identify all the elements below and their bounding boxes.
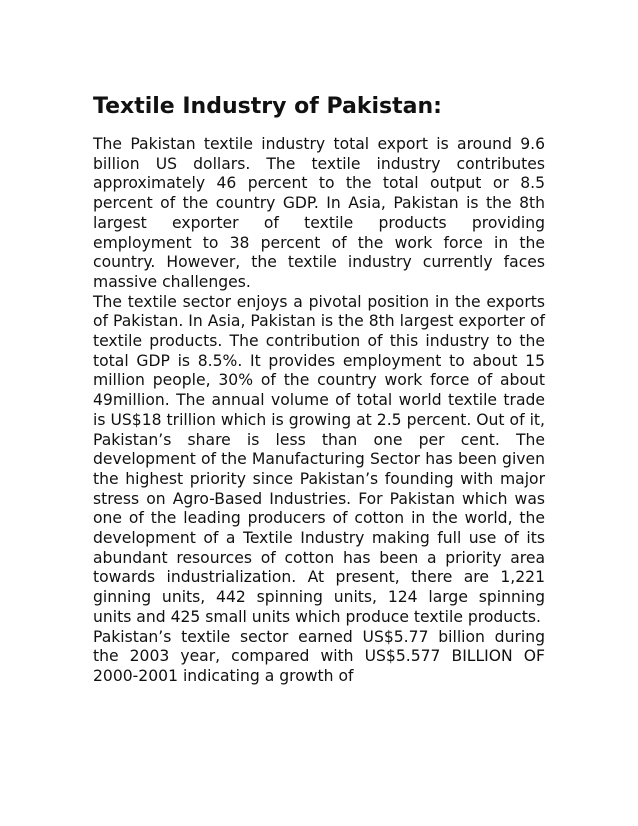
document-title: Textile Industry of Pakistan: [93, 94, 442, 119]
paragraph-2: The textile sector enjoys a pivotal position in the exports of Pakistan. In Asia, Pakistan is the 8th largest exporter of textile products. The contribution of this industry to the total GDP is 8.5%. It provides employment to about 15 million people, 30% of the country work force of about 49million. The annual volume of total world textile trade is US$18 trillion which is growing at 2.5 percent. Out of it, Pakistan’s share is less than one per cent. The development of the Manufacturing Sector has been given the highest priority since Pakistan’s founding with major stress on Agro-Based Industries. For Pakistan which was one of the leading producers of cotton in the world, the development of a Textile Industry making full use of its abundant resources of cotton has been a priority area towards industrialization. At present, there are 1,221 ginning units, 442 spinning units, 124 large spinning units and 425 small units which produce textile products. [93, 292, 545, 626]
document-content [93, 94, 545, 687]
paragraph-1: The Pakistan textile industry total export is around 9.6 billion US dollars. The textile industry contributes approximately 46 percent to the total output or 8.5 percent of the country GDP. In Asia, Pakistan is the 8th largest exporter of textile products providing employment to 38 percent of the work force in the country. However, the textile industry currently faces massive challenges. [93, 135, 545, 291]
paragraph-3: Pakistan’s textile sector earned US$5.77 billion during the 2003 year, compared with US$5.577 BILLION OF 2000-2001 indicating a growth of [93, 627, 545, 685]
